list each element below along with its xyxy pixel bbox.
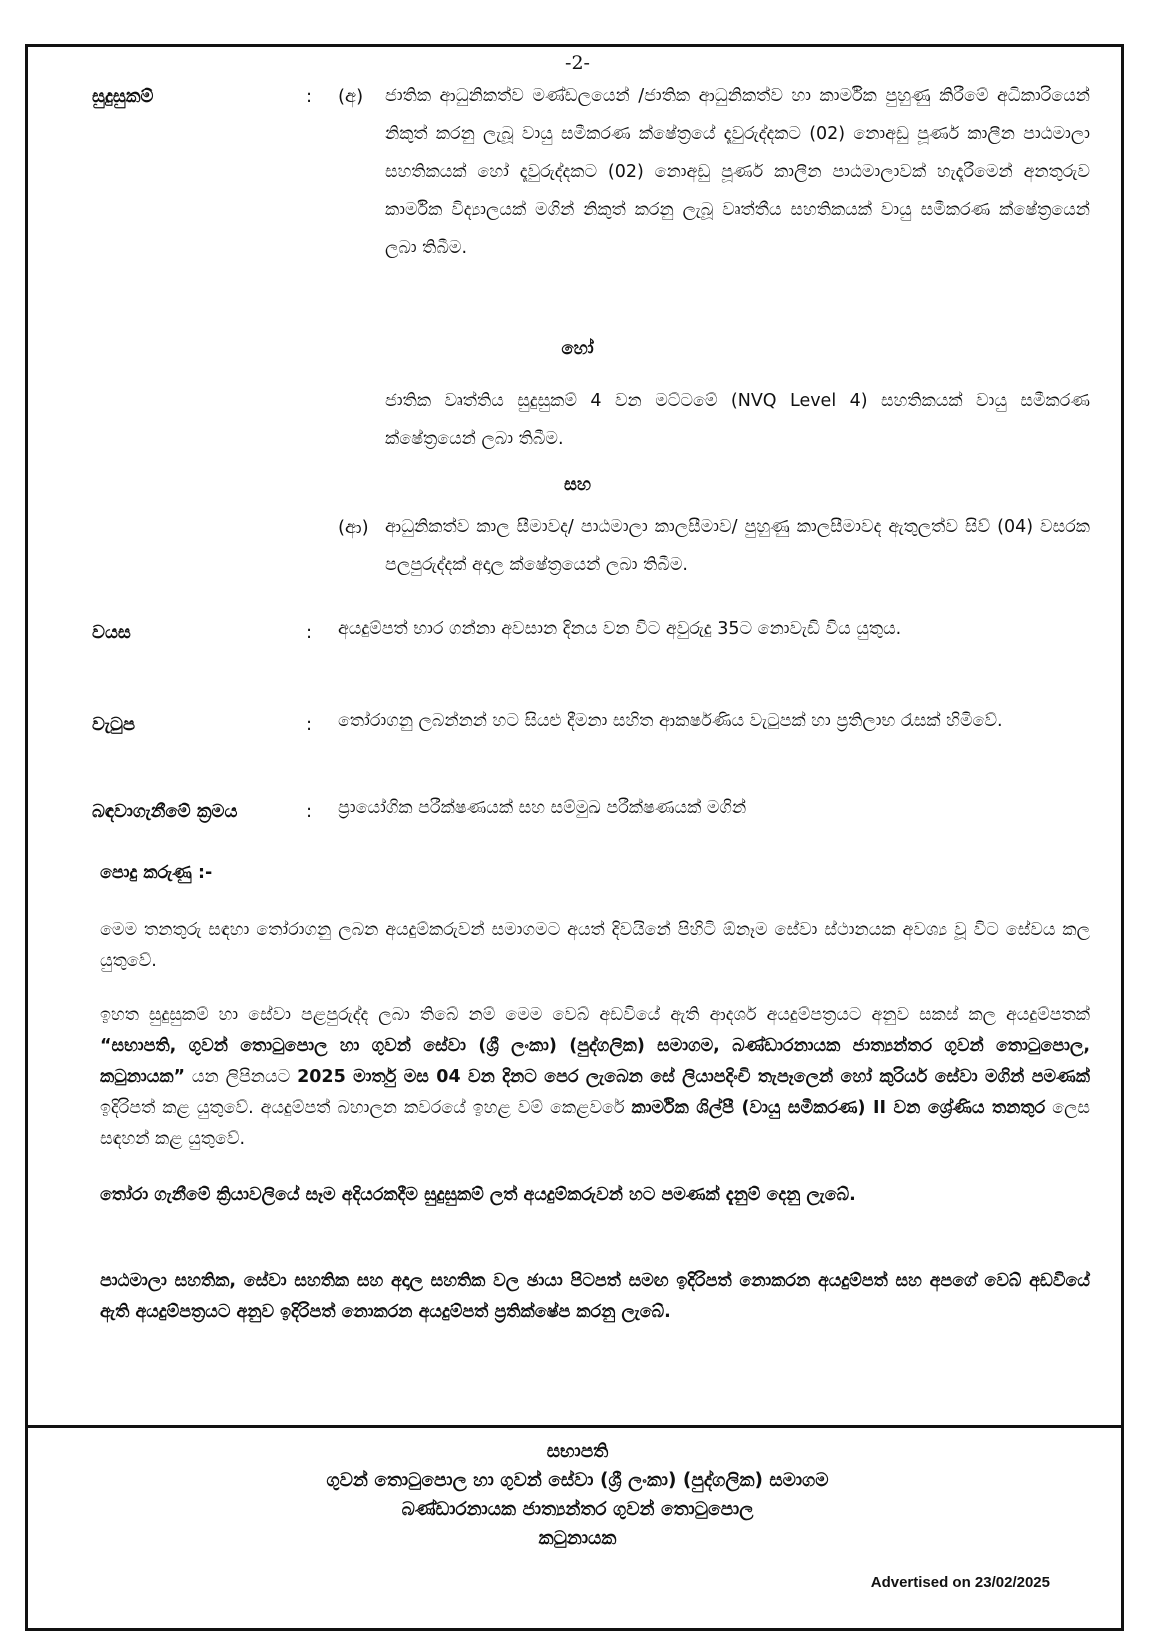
footer-chairman: සභාපති [546,1441,609,1462]
qualification-aa-text: ආධුනිකත්ව කාල සීමාවද/ පාඨමාලා කාලසීමාව/ පුහුණු කාලසීමාවද ඇතුලත්ව සිව් (04) වසරක පලපුරුද්දක් අදාල ක්ෂේත්‍රයෙන් ලබා තිබීම. [385,517,1090,575]
general-paragraph-1: මෙම තනතුරු සඳහා තෝරාගනු ලබන අයදුම්කරුවන් සමාගමට අයත් දිවයිනේ පිහිටි ඕනෑම සේවා ස්ථානයක අවශ්‍ය වූ විට සේවය කල යුතුවේ. [100,920,1090,971]
qualification-a-marker: (අ) [338,86,364,107]
nvq-text: ජාතික වෘත්තිය සුදුසුකම් 4 වන මට්ටමේ (NVQ Level 4) සහතිකයක් වායු සමීකරණ ක්ෂේත්‍රයෙන් ලබා තිබීම. [385,391,1090,449]
and-word: සහ [563,474,592,495]
p2-part-g: ලෙස සඳහන් කළ යුතුවේ. [100,1098,1091,1149]
salary-label: වැටුප [92,714,136,735]
p2-post-title: කාර්මික ශිල්පී (වායු සමීකරණ) II වන ශ්‍රේණිය තනතුර [631,1098,1046,1118]
advertised-date: Advertised on 23/02/2025 [870,1574,1050,1591]
salary-colon: : [306,714,313,735]
p2-part-e: ඉදිරිපත් කළ යුතුවේ. අයදුම්පත් බහාලන කවරයේ ඉහළ වම් කෙළවරේ [100,1098,632,1118]
general-heading: පොදු කරුණු :- [100,863,213,883]
p2-part-c: යන ලිපිනයට [185,1067,298,1087]
page-number: -2- [565,52,590,74]
salary-text: තෝරාගනු ලබන්නන් හට සියළු දීමනා සහිත ආකර්ෂණිය වැටුපක් හා ප්‍රතිලාභ රැසක් හිමිවේ. [338,711,1003,731]
qualifications-label: සුදුසුකම් [92,86,154,107]
qualifications-colon: : [306,86,313,107]
general-paragraph-2 [100,1000,1090,1155]
qualification-aa-marker: (ආ) [338,517,369,538]
general-paragraph-3: තෝරා ගැනීමේ ක්‍රියාවලියේ සෑම අදියරකදීම සුදුසුකම් ලත් අයදුම්කරුවන් හට පමණක් දැනුම් දෙනු ලැබේ. [100,1185,856,1205]
p2-deadline: 2025 මාර්තු මස 04 වන දිනට පෙර ලැබෙන සේ ලියාපදිංචි තැපෑලෙන් හෝ කුරියර් සේවා මගින් පමණක් [297,1067,1090,1087]
p2-part-a: ඉහත සුදුසුකම් හා සේවා පළපුරුද්ද ලබා තිබේ නම් මෙම වෙබ් අඩවියේ ඇති ආදර්ශ අයදුම්පත්‍රයට අනුව සකස් කල අයදුම්පතක් [100,1005,1090,1025]
age-text: අයදුම්පත් භාර ගන්නා අවසාන දිනය වන විට අවුරුදු 35ට නොවැඩි විය යුතුය. [338,619,902,639]
recruitment-label: බඳවාගැනීමේ ක්‍රමය [92,801,238,822]
age-label: වයස [92,622,131,643]
qualification-a-text: ජාතික ආධුනිකත්ව මණ්ඩලයෙන් /ජාතික ආධුනිකත්ව හා කාර්මික පුහුණු කිරීමේ අධිකාරියෙන් නිකුත් කරනු ලැබූ වායු සමීකරණ ක්ෂේත්‍රයේ දෑවුරුද්දකට (02) නොඅඩු පූර්ණ කාලීන පාඨමාලා සහතිකයක් හෝ දෑවුරුද්දකට (02) නොඅඩු පූර්ණ කාලීන පාඨමාලාවක් හැදෑරීමෙන් අනතුරුව කාර්මික විද්‍යාලයක් මගින් නිකුත් කරනු ලැබූ වෘත්තීය සහතිකයක් වායු සමීකරණ ක්ෂේත්‍රයෙන් ලබා තිබීම. [385,86,1090,258]
signature-block [0,1437,1155,1553]
footer-company: ගුවන් තොටුපොල හා ගුවන් සේවා (ශ්‍රී ලංකා) (පුද්ගලික) සමාගම [326,1470,829,1491]
general-paragraph-4: පාඨමාලා සහතික, සේවා සහතික සහ අදාල සහතික වල ඡායා පිටපත් සමඟ ඉදිරිපත් නොකරන අයදුම්පත් සහ අපගේ වෙබ් අඩවියේ ඇති අයදුම්පත්‍රයට අනුව ඉදිරිපත් නොකරන අයදුම්පත් ප්‍රතික්ෂේප කරනු ලැබේ. [100,1271,1090,1322]
or-word: හෝ [561,338,594,359]
recruitment-colon: : [306,801,313,822]
footer-city: කටුනායක [538,1528,617,1549]
age-colon: : [306,622,313,643]
page-border [25,44,1124,1631]
footer-divider [25,1425,1124,1428]
footer-airport: බණ්ඩාරනායක ජාත්‍යන්තර ගුවන් තොටුපොල [401,1499,754,1520]
recruitment-text: ප්‍රායෝගික පරීක්ෂණයක් සහ සම්මුඛ පරීක්ෂණයක් මගින් [338,798,747,818]
p2-address: “සභාපති, ගුවන් තොටුපොල හා ගුවන් සේවා (ශ්‍රී ලංකා) (පුද්ගලික) සමාගම, බණ්ඩාරනායක ජාත්‍යන්තර ගුවන් තොටුපොල, කටුනායක” [100,1036,1090,1087]
